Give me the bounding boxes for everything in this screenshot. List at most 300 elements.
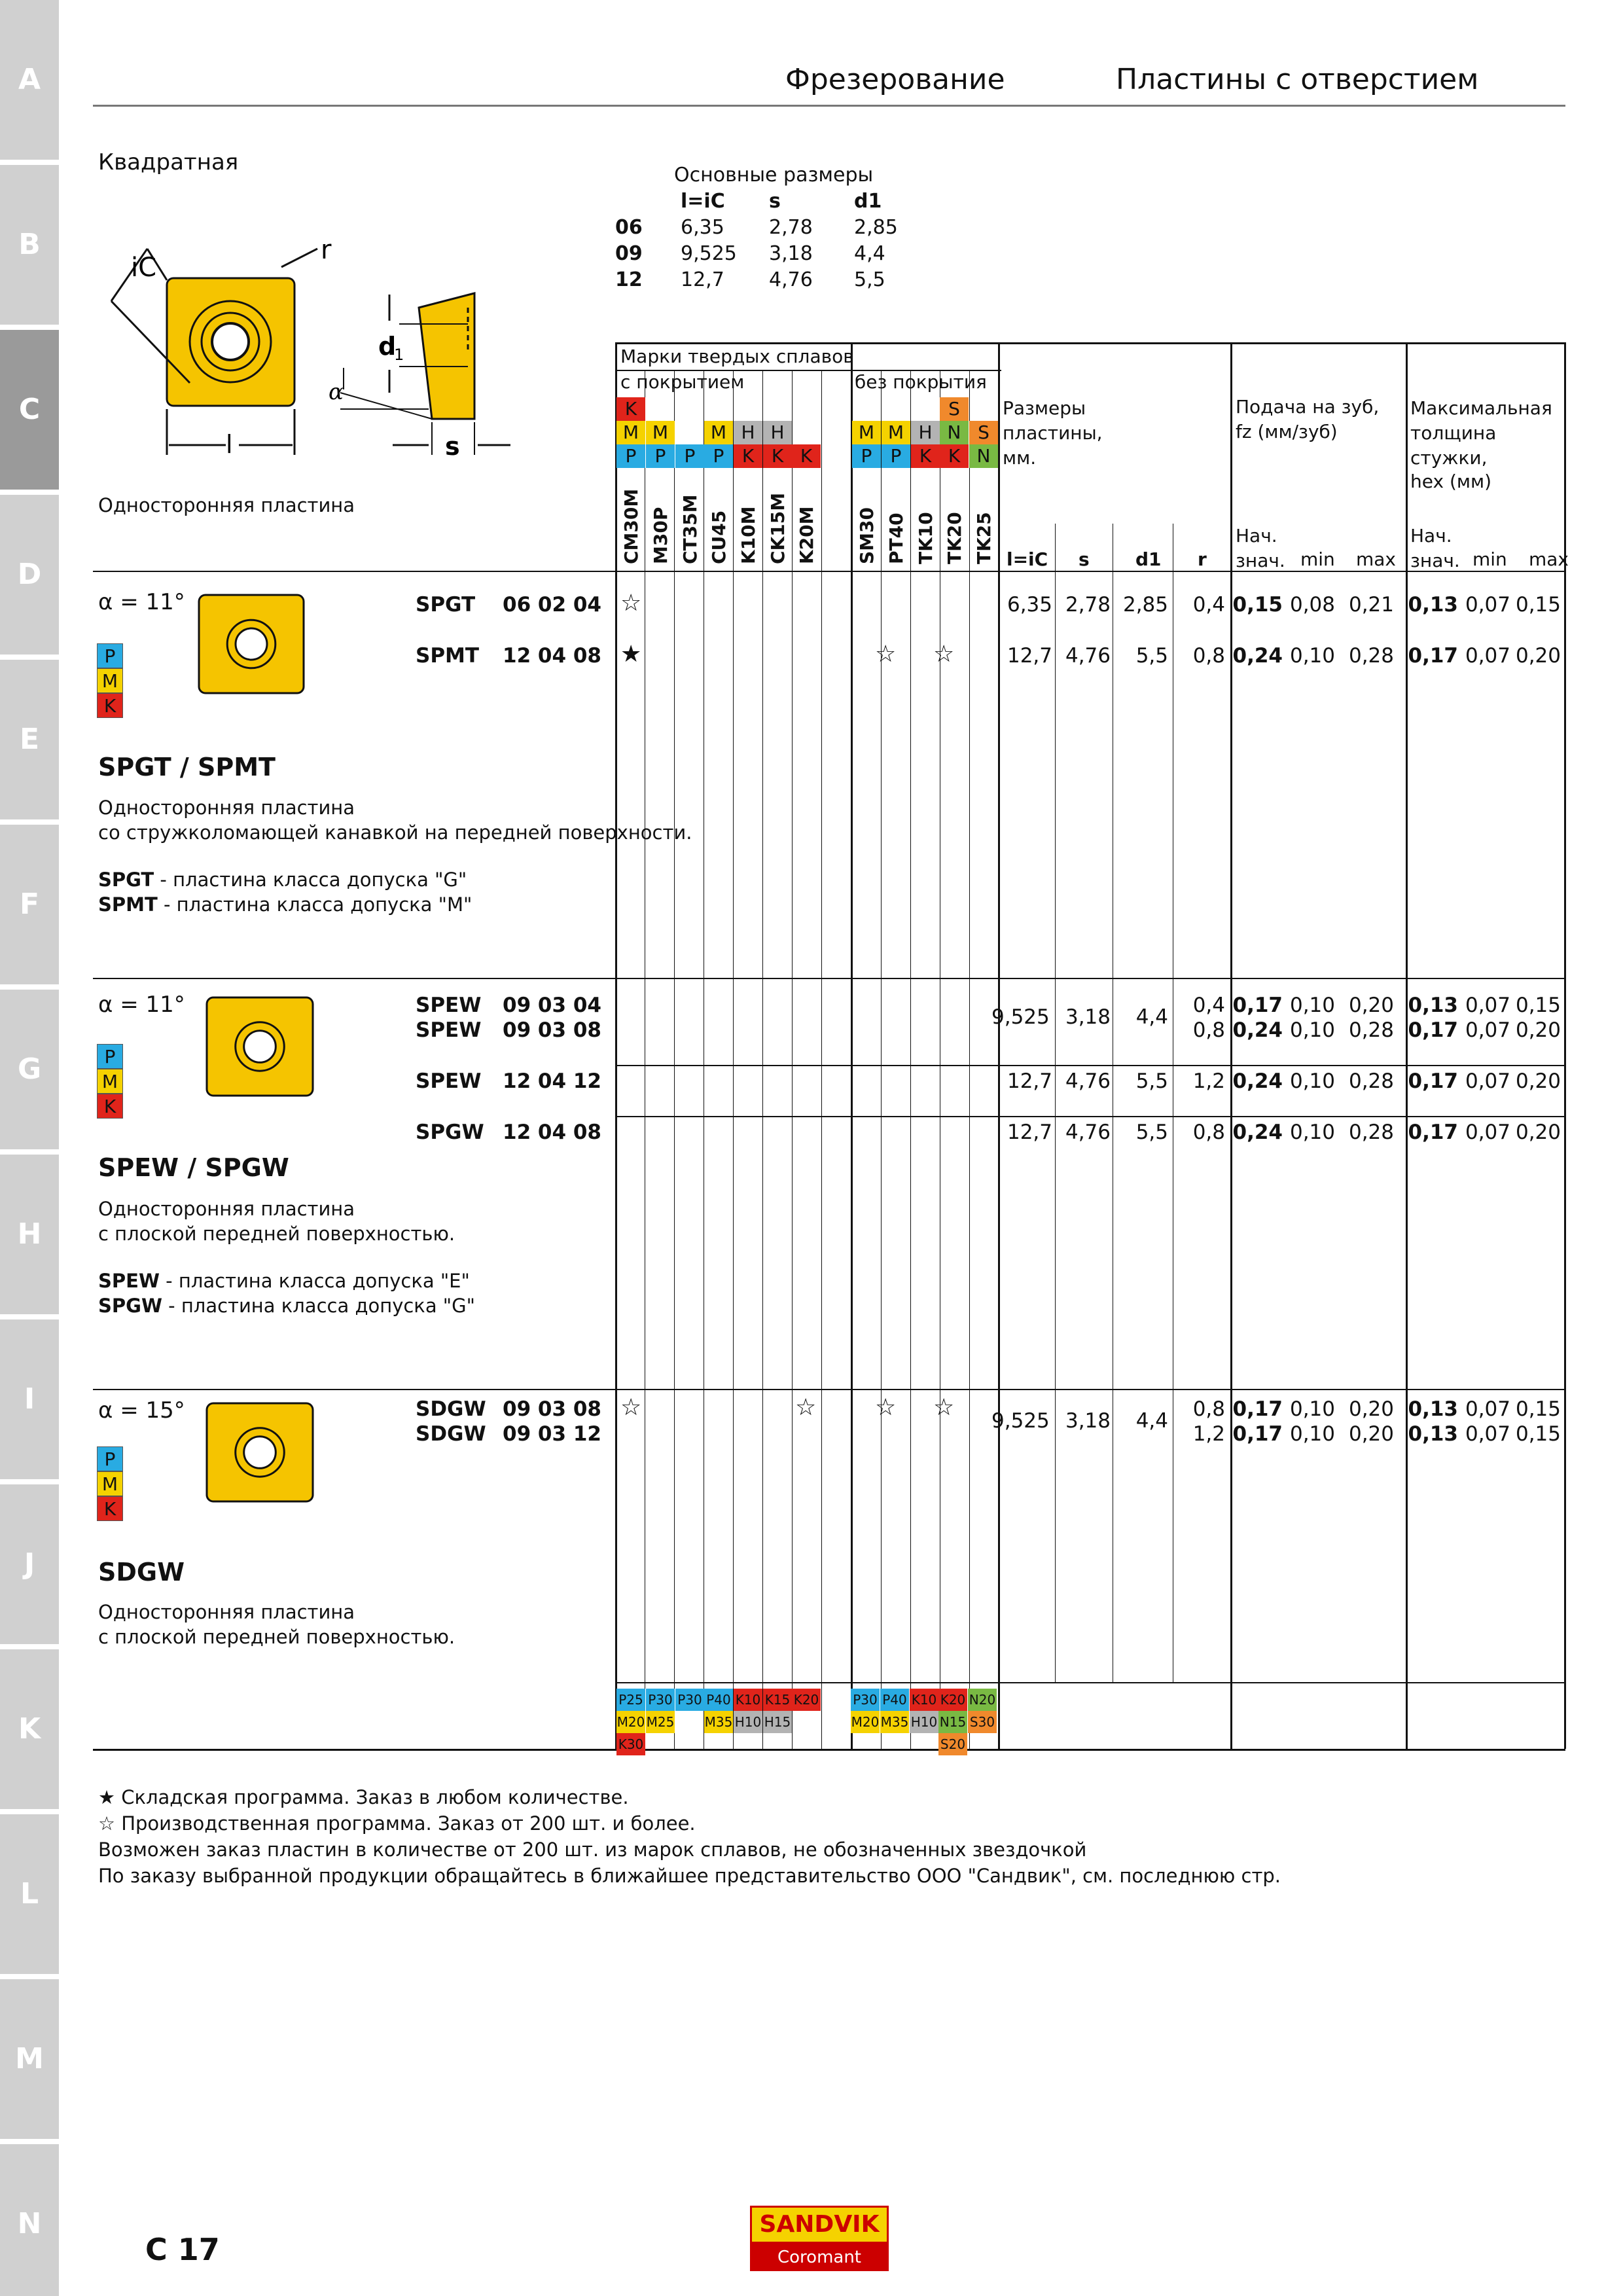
alpha-angle: α = 15° (98, 1397, 185, 1424)
iso-code-box: M25 (646, 1711, 675, 1733)
tab-label: B (18, 228, 41, 261)
insert-code: SPGT (416, 593, 476, 617)
col-line (998, 342, 1000, 1749)
header-subsection: Пластины с отверстием (1116, 63, 1479, 96)
grade-color-p: P (646, 444, 675, 468)
insert-code: SDGW (416, 1422, 486, 1446)
grades-header: Марки твердых сплавов (620, 346, 854, 367)
grade-color-m: M (616, 421, 645, 444)
s-label: s (445, 432, 460, 461)
ic-label: iC (131, 253, 157, 283)
sandvik-logo (750, 2206, 889, 2274)
iso-code-box: K30 (616, 1733, 645, 1755)
size-r: 0,4 (1192, 994, 1225, 1017)
tab-c (0, 330, 59, 490)
stock-star-filled: ★ (620, 641, 642, 668)
size-col-header: r (1198, 548, 1207, 570)
grade-col-line (881, 370, 882, 1749)
insert-code: SPGW (416, 1121, 484, 1144)
stock-star-open: ☆ (620, 1394, 642, 1421)
grade-name: CT35M (679, 494, 701, 564)
tab-f (0, 825, 59, 984)
size-r: 1,2 (1192, 1069, 1225, 1093)
size-s: 4,76 (1065, 1121, 1111, 1144)
alpha-angle: α = 11° (98, 992, 185, 1018)
row-line (616, 1116, 1565, 1117)
table-bottom-line (93, 1749, 1565, 1751)
chip-start: 0,17 (1408, 1121, 1458, 1144)
chip-min: 0,07 (1465, 1121, 1510, 1144)
alpha-label: α (329, 379, 344, 405)
note-text: - пластина класса допуска "E" (159, 1270, 470, 1292)
stock-star-open: ☆ (933, 641, 955, 668)
material-group-pmk (97, 643, 123, 718)
grade-color-p: P (882, 444, 910, 468)
group-line (93, 1389, 1565, 1390)
col-line (851, 342, 853, 1749)
insert-size: 09 03 08 (503, 1018, 602, 1042)
grade-color-k: K (763, 444, 792, 468)
table-top-line (616, 342, 1565, 344)
chip-max: 0,20 (1515, 1018, 1561, 1042)
dims-l: 12,7 (681, 268, 724, 291)
iso-code-box: K20 (792, 1689, 821, 1711)
tab-label: A (18, 63, 41, 96)
iso-code-box: N15 (938, 1711, 967, 1733)
group-desc-2: с плоской передней поверхностью. (98, 1626, 455, 1648)
feed-start-header: Нач. знач. (1236, 525, 1285, 571)
stock-star-open: ☆ (795, 1394, 817, 1421)
feed-header-2: fz (мм/зуб) (1236, 421, 1338, 442)
dims-l: 6,35 (681, 216, 724, 239)
coated-header: с покрытием (620, 371, 745, 393)
feed-start: 0,24 (1232, 1018, 1283, 1042)
feed-max: 0,28 (1348, 1069, 1394, 1093)
tab-k (0, 1649, 59, 1809)
chip-start: 0,17 (1408, 1018, 1458, 1042)
chip-start: 0,17 (1408, 1069, 1458, 1093)
feed-max: 0,28 (1348, 644, 1394, 668)
note-code: SPGW (98, 1295, 162, 1317)
size-r: 0,8 (1192, 644, 1225, 668)
feed-min: 0,10 (1289, 1422, 1335, 1446)
chip-min: 0,07 (1465, 1422, 1510, 1446)
grade-color-p: P (675, 444, 704, 468)
group-desc-1: Односторонняя пластина (98, 1601, 355, 1623)
note-code: SPGT (98, 869, 154, 891)
alpha-angle: α = 11° (98, 589, 185, 615)
grade-color-m: M (646, 421, 675, 444)
iso-code-box: M20 (851, 1711, 880, 1733)
chip-min: 0,07 (1465, 1397, 1510, 1421)
d1-sub-label: 1 (394, 346, 404, 364)
chip-start: 0,13 (1408, 1422, 1458, 1446)
grade-color-p: P (704, 444, 733, 468)
footnote-contact: По заказу выбранной продукции обращайтесь в ближайшее представительство ООО "Сандвик", см. последнюю стр. (98, 1865, 1281, 1887)
chip-max: 0,15 (1515, 1422, 1561, 1446)
iso-code-box: H10 (910, 1711, 938, 1733)
grade-col-line (674, 370, 675, 1749)
chip-max: 0,20 (1515, 1121, 1561, 1144)
chip-max: 0,20 (1515, 1069, 1561, 1093)
size-r: 0,8 (1192, 1397, 1225, 1421)
chip-min-header: min (1472, 548, 1507, 570)
iso-code-box: P40 (880, 1689, 909, 1711)
grade-col-line (910, 370, 911, 1749)
size-l: 12,7 (1007, 644, 1052, 668)
feed-max-header: max (1356, 548, 1397, 570)
insert-size: 06 02 04 (503, 593, 602, 617)
group-line (93, 978, 1565, 979)
chip-min: 0,07 (1465, 994, 1510, 1017)
note-text: - пластина класса допуска "G" (162, 1295, 475, 1317)
grade-color-k: K (940, 444, 969, 468)
feed-start: 0,17 (1232, 1397, 1283, 1421)
group-desc-1: Односторонняя пластина (98, 797, 355, 819)
grade-name: TK20 (944, 512, 965, 564)
group-note (98, 1293, 475, 1318)
iso-code-box: H10 (734, 1711, 762, 1733)
tab-label: I (24, 1382, 35, 1416)
chip-start: 0,13 (1408, 593, 1458, 617)
feed-min: 0,10 (1289, 644, 1335, 668)
spew-insert-icon (204, 995, 317, 1100)
size-col-header: d1 (1135, 548, 1162, 570)
chip-header-2: hex (мм) (1410, 471, 1492, 492)
size-s: 3,18 (1065, 1409, 1111, 1433)
grade-color-s: S (969, 421, 998, 444)
tab-label: G (17, 1052, 42, 1086)
iso-code-box: S20 (938, 1733, 967, 1755)
feed-max: 0,21 (1348, 593, 1394, 617)
dims-d: 4,4 (854, 242, 885, 265)
footnote-order: Возможен заказ пластин в количестве от 200 шт. из марок сплавов, не обозначенных звездочкой (98, 1839, 1087, 1861)
insert-size: 12 04 08 (503, 644, 602, 668)
tab-m (0, 1979, 59, 2139)
iso-code-box: M35 (704, 1711, 733, 1733)
grade-col-line (733, 370, 734, 1749)
size-s: 4,76 (1065, 644, 1111, 668)
stock-star-open: ☆ (933, 1394, 955, 1421)
group-note (98, 1268, 470, 1293)
feed-min: 0,10 (1289, 1018, 1335, 1042)
size-r: 1,2 (1192, 1422, 1225, 1446)
size-r: 0,8 (1192, 1018, 1225, 1042)
tab-a (0, 0, 59, 160)
insert-size: 12 04 08 (503, 1121, 602, 1144)
feed-start: 0,24 (1232, 644, 1283, 668)
size-r: 0,4 (1192, 593, 1225, 617)
chip-max: 0,15 (1515, 593, 1561, 617)
size-d: 4,4 (1135, 1005, 1168, 1029)
chip-min: 0,07 (1465, 1069, 1510, 1093)
grade-color-h: H (911, 421, 940, 444)
tab-label: C (18, 393, 41, 426)
dims-s: 2,78 (769, 216, 813, 239)
group-title: SDGW (98, 1558, 185, 1587)
iso-code-box: H15 (763, 1711, 792, 1733)
insert-code: SPEW (416, 994, 482, 1017)
chip-min: 0,07 (1465, 1018, 1510, 1042)
chip-start: 0,13 (1408, 1397, 1458, 1421)
iso-code-box: P30 (675, 1689, 704, 1711)
grade-col-line (969, 370, 970, 1749)
stock-star-open: ☆ (875, 641, 897, 668)
chip-max-header: max (1529, 548, 1569, 570)
tab-b (0, 165, 59, 325)
tab-e (0, 660, 59, 819)
tab-label: M (15, 2042, 44, 2075)
chip-max: 0,20 (1515, 644, 1561, 668)
size-d: 5,5 (1135, 1069, 1168, 1093)
material-p: P (97, 1044, 123, 1069)
chip-min: 0,07 (1465, 593, 1510, 617)
insert-size: 12 04 12 (503, 1069, 602, 1093)
size-s: 3,18 (1065, 1005, 1111, 1029)
tab-label: N (17, 2207, 42, 2240)
tab-g (0, 990, 59, 1149)
dims-caption: Основные размеры (674, 164, 874, 187)
tab-d (0, 495, 59, 655)
row-line (616, 1065, 1565, 1066)
grade-col-line (792, 370, 793, 1749)
insert-code: SPEW (416, 1018, 482, 1042)
d1-label: d (378, 332, 397, 361)
note-text: - пластина класса допуска "G" (154, 869, 467, 891)
col-line (1406, 342, 1408, 1749)
page-number: C 17 (145, 2232, 220, 2267)
iso-code-box: P30 (851, 1689, 880, 1711)
tab-label: L (20, 1877, 39, 1910)
group-note (98, 867, 467, 892)
iso-code-box: K20 (938, 1689, 967, 1711)
tab-label: D (17, 558, 42, 591)
note-code: SPEW (98, 1270, 160, 1292)
size-col-line (1055, 524, 1056, 1682)
r-label: r (321, 235, 332, 265)
feed-max: 0,28 (1348, 1018, 1394, 1042)
col-line (851, 370, 853, 416)
grade-color-h: H (734, 421, 762, 444)
col-line (1230, 342, 1232, 1749)
stock-star-open: ☆ (875, 1394, 897, 1421)
group-desc-2: с плоской передней поверхностью. (98, 1223, 455, 1245)
grade-color-h: H (763, 421, 792, 444)
sdgw-insert-icon (204, 1401, 317, 1505)
insert-size: 09 03 08 (503, 1397, 602, 1421)
size-d: 4,4 (1135, 1409, 1168, 1433)
grade-color-k: K (911, 444, 940, 468)
feed-min: 0,10 (1289, 1121, 1335, 1144)
group-desc-1: Односторонняя пластина (98, 1198, 355, 1220)
iso-code-box: K10 (910, 1689, 938, 1711)
grade-name: PT40 (885, 512, 907, 564)
dims-header-l: l=iC (681, 190, 725, 213)
group-title: SPGT / SPMT (98, 753, 276, 781)
feed-min: 0,10 (1289, 1069, 1335, 1093)
grade-name: CM30M (620, 488, 642, 564)
tab-i (0, 1319, 59, 1479)
insert-code: SPMT (416, 644, 480, 668)
tab-l (0, 1814, 59, 1974)
size-l: 9,525 (991, 1005, 1050, 1029)
dims-code: 12 (615, 268, 643, 291)
grade-name: TK25 (973, 512, 995, 564)
grade-color-m: M (704, 421, 733, 444)
grade-name: SM30 (856, 507, 878, 564)
l-label: l (226, 430, 233, 459)
group-title: SPEW / SPGW (98, 1153, 289, 1182)
grade-color-n: N (969, 444, 998, 468)
material-m: M (97, 1069, 123, 1094)
chip-start: 0,17 (1408, 644, 1458, 668)
chip-max: 0,15 (1515, 994, 1561, 1017)
feed-max: 0,20 (1348, 1397, 1394, 1421)
size-d: 5,5 (1135, 1121, 1168, 1144)
footnote-production: ☆ Производственная программа. Заказ от 200 шт. и более. (98, 1812, 696, 1835)
material-p: P (97, 643, 123, 668)
dims-code: 09 (615, 242, 643, 265)
grade-name: K20M (796, 506, 817, 564)
spgt-insert-icon (196, 592, 308, 697)
feed-max: 0,20 (1348, 1422, 1394, 1446)
dims-header-s: s (769, 190, 781, 213)
iso-code-box: S30 (968, 1711, 997, 1733)
group-note (98, 892, 472, 917)
size-col-header: l=iC (1007, 548, 1048, 570)
dims-d: 5,5 (854, 268, 885, 291)
grade-color-m: M (852, 421, 881, 444)
size-l: 12,7 (1007, 1121, 1052, 1144)
grade-color-k: K (616, 397, 645, 421)
material-group-pmk (97, 1446, 123, 1521)
dims-code: 06 (615, 216, 643, 239)
insert-code: SDGW (416, 1397, 486, 1421)
iso-code-box: P30 (646, 1689, 675, 1711)
size-r: 0,8 (1192, 1121, 1225, 1144)
insert-size: 09 03 04 (503, 994, 602, 1017)
tab-j (0, 1484, 59, 1644)
iso-code-box: M20 (616, 1711, 645, 1733)
tab-n (0, 2144, 59, 2296)
grade-name: TK10 (915, 512, 936, 564)
grade-name: CK15M (767, 492, 789, 564)
insert-code: SPEW (416, 1069, 482, 1093)
grade-color-k: K (792, 444, 821, 468)
iso-code-box: M35 (880, 1711, 909, 1733)
footer-line (616, 1682, 1565, 1683)
dims-l: 9,525 (681, 242, 737, 265)
grade-name: M30P (650, 507, 671, 564)
material-k: K (97, 1094, 123, 1119)
size-s: 4,76 (1065, 1069, 1111, 1093)
grade-color-k: K (734, 444, 762, 468)
feed-min: 0,08 (1289, 593, 1335, 617)
uncoated-header: без покрытия (855, 371, 987, 393)
grade-color-p: P (616, 444, 645, 468)
grade-color-n: N (940, 421, 969, 444)
tab-label: E (19, 723, 40, 756)
header-section: Фрезерование (785, 63, 1005, 96)
tab-label: F (19, 888, 40, 921)
feed-start: 0,17 (1232, 994, 1283, 1017)
dims-s: 3,18 (769, 242, 813, 265)
col-line (615, 342, 617, 1749)
stock-star-open: ☆ (620, 590, 642, 617)
size-l: 9,525 (991, 1409, 1050, 1433)
feed-start: 0,15 (1232, 593, 1283, 617)
dims-s: 4,76 (769, 268, 813, 291)
note-code: SPMT (98, 893, 158, 916)
chip-start: 0,13 (1408, 994, 1458, 1017)
feed-max: 0,28 (1348, 1121, 1394, 1144)
feed-start: 0,24 (1232, 1121, 1283, 1144)
dims-d: 2,85 (854, 216, 898, 239)
grade-name: K10M (738, 506, 759, 564)
tab-h (0, 1155, 59, 1314)
size-l: 12,7 (1007, 1069, 1052, 1093)
chip-header: Максимальная толщина стужки, (1410, 397, 1552, 469)
footnote-stock: ★ Складская программа. Заказ в любом количестве. (98, 1786, 629, 1808)
grade-name: CU45 (708, 510, 730, 564)
feed-header: Подача на зуб, (1236, 396, 1380, 418)
tab-label: J (24, 1547, 35, 1581)
feed-min: 0,10 (1289, 1397, 1335, 1421)
tab-label: H (17, 1217, 42, 1251)
iso-code-box: K15 (763, 1689, 792, 1711)
feed-start: 0,24 (1232, 1069, 1283, 1093)
size-col-header: s (1079, 548, 1090, 570)
iso-code-box: P40 (704, 1689, 733, 1711)
size-l: 6,35 (1007, 593, 1052, 617)
insert-size: 09 03 12 (503, 1422, 602, 1446)
header-divider (93, 105, 1565, 107)
group-desc-2: со стружколомающей канавкой на передней поверхности. (98, 821, 692, 844)
logo-top: SANDVIK (750, 2206, 889, 2244)
header-bottom-line (93, 571, 1565, 572)
grade-col-line (762, 370, 763, 1749)
section-tabs (0, 0, 59, 2296)
iso-code-box: N20 (968, 1689, 997, 1711)
chip-min: 0,07 (1465, 644, 1510, 668)
feed-max: 0,20 (1348, 994, 1394, 1017)
subtitle: Односторонняя пластина (98, 494, 355, 516)
feed-start: 0,17 (1232, 1422, 1283, 1446)
tab-label: K (18, 1712, 41, 1746)
material-k: K (97, 693, 123, 718)
material-m: M (97, 668, 123, 693)
feed-min: 0,10 (1289, 994, 1335, 1017)
material-p: P (97, 1446, 123, 1471)
iso-code-box: K10 (734, 1689, 762, 1711)
grade-col-line (821, 370, 822, 1749)
chip-max: 0,15 (1515, 1397, 1561, 1421)
feed-min-header: min (1300, 548, 1335, 570)
note-text: - пластина класса допуска "M" (157, 893, 473, 916)
size-d: 2,85 (1122, 593, 1168, 617)
footnotes (98, 1784, 1281, 1889)
insert-diagram (92, 229, 537, 478)
logo-bottom: Coromant (750, 2244, 889, 2271)
material-k: K (97, 1496, 123, 1521)
material-m: M (97, 1471, 123, 1496)
iso-code-box: P25 (616, 1689, 645, 1711)
grade-color-m: M (882, 421, 910, 444)
dims-header-d: d1 (854, 190, 882, 213)
material-group-pmk (97, 1044, 123, 1119)
sizes-header: Размеры пластины, мм. (1003, 397, 1103, 469)
page-title: Квадратная (98, 149, 239, 175)
